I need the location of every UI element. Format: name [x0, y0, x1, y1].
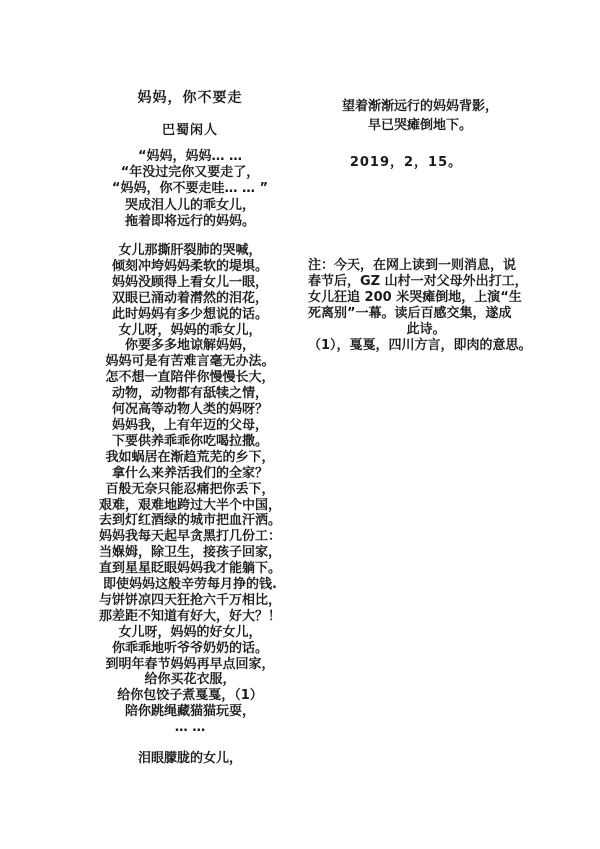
poem-line: 百般无奈只能忍痛把你丢下， — [105, 481, 275, 497]
poem-closing-line: 泪眼朦胧的女儿， — [137, 751, 242, 766]
poem-line: “妈妈，妈妈… … — [137, 149, 243, 164]
poem-line: 此时妈妈有多少想说的话。 — [111, 306, 268, 322]
poem-line: 双眼已涌动着潸然的泪花， — [111, 290, 268, 306]
poem-line: 拿什么来养活我们的全家？ — [111, 465, 268, 481]
poem-line: 你要多多地谅解妈妈， — [124, 338, 255, 354]
poem-line: 当媬姆，除卫生，接孩子回家， — [98, 545, 281, 561]
poem-date: 2019，2，15。 — [349, 155, 463, 170]
poem-line: 给你买花衣服， — [144, 672, 236, 688]
poem-line: 与饼饼凉四天狂抢六千万相比， — [98, 592, 281, 608]
poem-line: 我如蜗居在渐趋荒芜的乡下， — [105, 449, 275, 465]
note-line: 春节后，GZ 山村一对父母外出打工， — [308, 273, 528, 289]
note-line: 注：今天，在网上读到一则消息，说 — [308, 258, 517, 273]
note-line: 死离别”一幕。读后百感交集，遂成 — [308, 305, 512, 321]
poem-line: 你乖乖地听爷爷奶奶的话。 — [111, 640, 268, 656]
poem-line: 给你包饺子煮戛戛，（1） — [117, 688, 263, 704]
note-block — [308, 258, 544, 353]
poem-line: “妈妈，你不要走哇… … ” — [111, 181, 269, 197]
poem-line: 陪你跳绳藏猫猫玩耍， — [124, 704, 255, 720]
poem-line: 那差距不知道有好大，好大？！ — [98, 608, 281, 624]
poem-line: 直到星星眨眼妈妈我才能躺下。 — [98, 561, 281, 577]
poem-author: 巴蜀闲人 — [161, 123, 218, 138]
poem-line: 望着渐渐远行的妈妈背影， — [341, 99, 498, 114]
note-line: （1），戛戛，四川方言，即肉的意思。 — [308, 337, 532, 353]
poem-line: 女儿那撕肝裂肺的哭喊， — [118, 243, 262, 258]
poem-line: 女儿呀，妈妈的好女儿， — [118, 624, 262, 640]
poem-line: 何况高等动物人类的妈呀？ — [111, 402, 268, 418]
poem-ending-column — [320, 97, 520, 135]
poem-line: 怎不想一直陪伴你慢慢长大， — [105, 370, 275, 386]
poem-line: 妈妈我每天起早贪黑打几份工： — [98, 529, 281, 545]
poem-line: 下要供养乖乖你吃喝拉撒。 — [111, 433, 268, 449]
poem-line: 拖着即将远行的妈妈。 — [124, 213, 255, 229]
poem-line: … … — [174, 720, 206, 736]
note-line: 女儿狂追 200 米哭瘫倒地，上演“生 — [308, 289, 522, 305]
poem-line: 即使妈妈这般辛劳每月挣的钱. — [103, 577, 277, 593]
poem-line: 妈妈可是有苦难言毫无办法。 — [105, 354, 275, 370]
poem-title: 妈妈，你不要走 — [137, 90, 243, 106]
poem-line: 去到灯红酒绿的城市把血汗洒。 — [98, 513, 281, 529]
note-line: 此诗。 — [406, 321, 446, 337]
poem-line: 哭成泪人儿的乖女儿， — [124, 197, 255, 213]
poem-line: 妈妈我，上有年迈的父母， — [111, 417, 268, 433]
poem-line: 早已哭瘫倒地下。 — [367, 118, 472, 133]
poem-line: 动物，动物都有舐犊之情， — [111, 386, 268, 402]
poem-line: 妈妈没顾得上看女儿一眼， — [111, 274, 268, 290]
poem-line: 到明年春节妈妈再早点回家， — [105, 656, 275, 672]
poem-line: 艰难，艰难地跨过大半个中国， — [98, 497, 281, 513]
poem-line: “年没过完你又要走了， — [120, 165, 260, 181]
poem-line: 女儿呀，妈妈的乖女儿， — [118, 322, 262, 338]
poem-line: 倾刻冲垮妈妈柔软的堤埧。 — [111, 258, 268, 274]
